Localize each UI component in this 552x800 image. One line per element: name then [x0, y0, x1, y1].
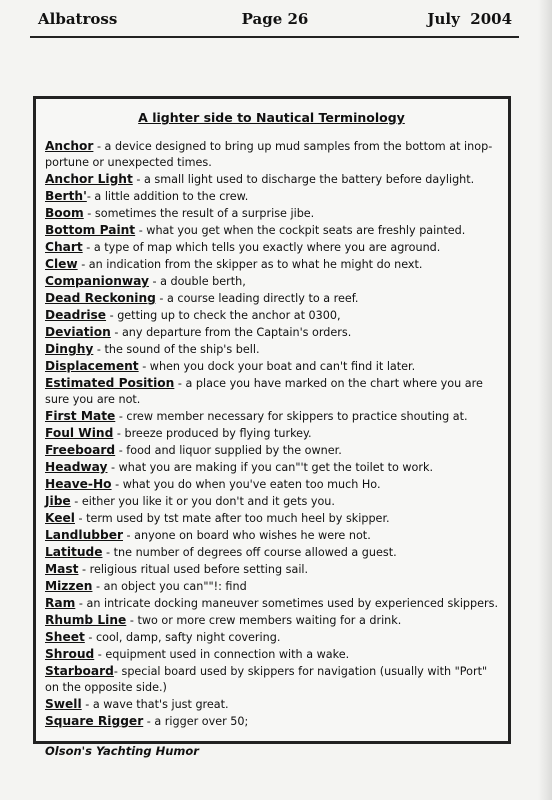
glossary-term: Shroud [45, 647, 95, 661]
glossary-term: Dinghy [45, 342, 94, 356]
glossary-definition: - a small light used to discharge the battery before daylight. [132, 173, 475, 186]
glossary-entry [45, 544, 498, 561]
glossary-definition: - a type of map which tells you exactly where you are aground. [82, 241, 441, 254]
glossary-entry [45, 527, 498, 544]
article-credit: Olson's Yachting Humor [45, 744, 199, 758]
glossary-term: Ram [45, 596, 76, 610]
glossary-definition: - either you like it or you don't and it gets you. [70, 495, 335, 508]
glossary-term: Bottom Paint [45, 223, 136, 237]
glossary-term: Clew [45, 257, 78, 271]
glossary-term: First Mate [45, 409, 116, 423]
header-divider [30, 36, 519, 38]
glossary-entry [45, 138, 498, 171]
glossary-entry [45, 222, 498, 239]
glossary-entry [45, 425, 498, 442]
glossary-entry [45, 290, 498, 307]
glossary-entry [45, 510, 498, 527]
glossary-definition: - sometimes the result of a surprise jibe. [83, 207, 315, 220]
glossary-definition: - an indication from the skipper as to what he might do next. [77, 258, 423, 271]
glossary-definition: - a course leading directly to a reef. [155, 292, 359, 305]
glossary-entry [45, 239, 498, 256]
glossary-term: Displacement [45, 359, 139, 373]
glossary-definition: - anyone on board who wishes he were not. [122, 529, 371, 542]
glossary-definition: - when you dock your boat and can't find it later. [138, 360, 416, 373]
page-number: Page 26 [241, 10, 309, 28]
glossary-term: Landlubber [45, 528, 123, 542]
glossary-term: Starboard [45, 664, 114, 678]
glossary-term: Headway [45, 460, 108, 474]
glossary-definition: - breeze produced by flying turkey. [113, 427, 312, 440]
glossary-definition: - a rigger over 50; [143, 715, 249, 728]
glossary-term: Mast [45, 562, 79, 576]
glossary-entry [45, 459, 498, 476]
glossary-definition: - a wave that's just great. [81, 698, 229, 711]
page-header [38, 10, 512, 32]
glossary-definition: - tne number of degrees off course allowed a guest. [102, 546, 397, 559]
glossary-term: Boom [45, 206, 84, 220]
glossary-term: Foul Wind [45, 426, 114, 440]
glossary-definition: - food and liquor supplied by the owner. [115, 444, 342, 457]
glossary-entry [45, 595, 498, 612]
glossary-definition: - two or more crew members waiting for a drink. [126, 614, 402, 627]
issue-date: July 2004 [427, 10, 512, 28]
glossary-entry [45, 273, 498, 290]
glossary-term: Latitude [45, 545, 103, 559]
glossary-definition: - an intricate docking maneuver sometimes used by experienced skippers. [75, 597, 499, 610]
glossary-definition: - getting up to check the anchor at 0300, [106, 309, 341, 322]
glossary-definition: - religious ritual used before setting sail. [78, 563, 309, 576]
glossary-term: Anchor [45, 139, 94, 153]
glossary-term: Keel [45, 511, 75, 525]
glossary-definition: - an object you can""!: find [92, 580, 247, 593]
glossary-entry [45, 341, 498, 358]
glossary-term: Anchor Light [45, 172, 133, 186]
glossary-term: Freeboard [45, 443, 116, 457]
article-box [33, 96, 511, 758]
glossary-definition: - what you are making if you can"'t get the toilet to work. [107, 461, 434, 474]
glossary-term: Sheet [45, 630, 85, 644]
glossary-definition: - cool, damp, safty night covering. [84, 631, 281, 644]
glossary-entry [45, 375, 498, 408]
glossary-entry [45, 561, 498, 578]
glossary-entry [45, 358, 498, 375]
glossary-term: Estimated Position [45, 376, 175, 390]
glossary-entry [45, 476, 498, 493]
glossary-entry [45, 188, 498, 205]
glossary-entry [45, 578, 498, 595]
glossary-entry [45, 612, 498, 629]
glossary-definition: - equipment used in connection with a wake. [94, 648, 350, 661]
glossary-entry [45, 307, 498, 324]
glossary-definition: - the sound of the ship's bell. [93, 343, 260, 356]
glossary-entry [45, 663, 498, 696]
glossary-term: Swell [45, 697, 82, 711]
glossary-definition: - any departure from the Captain's orders. [110, 326, 352, 339]
glossary-entry [45, 646, 498, 663]
glossary-definition: - a device designed to bring up mud samples from the bottom at inop-portune or unexpected times. [45, 140, 493, 169]
glossary-term: Berth' [45, 189, 87, 203]
glossary-term: Companionway [45, 274, 149, 288]
publication-name: Albatross [38, 10, 118, 28]
glossary-entry [45, 442, 498, 459]
glossary-entry [45, 408, 498, 425]
glossary-definition: - what you get when the cockpit seats are freshly painted. [135, 224, 466, 237]
glossary-entry [45, 324, 498, 341]
glossary-term: Chart [45, 240, 83, 254]
glossary-definition: - crew member necessary for skippers to practice shouting at. [115, 410, 468, 423]
glossary-entry [45, 205, 498, 222]
glossary-entry [45, 493, 498, 510]
glossary-term: Mizzen [45, 579, 93, 593]
glossary-term: Square Rigger [45, 714, 144, 728]
glossary-term: Deviation [45, 325, 111, 339]
glossary-term: Heave-Ho [45, 477, 112, 491]
glossary-entry [45, 171, 498, 188]
page-edge-shadow [538, 0, 552, 800]
glossary-term: Deadrise [45, 308, 107, 322]
glossary-entry [45, 696, 498, 713]
glossary-entry [45, 713, 498, 730]
glossary-entry [45, 256, 498, 273]
glossary-term: Rhumb Line [45, 613, 127, 627]
glossary-definition: - special board used by skippers for navigation (usually with "Port" on the opposite side.) [45, 665, 488, 694]
glossary-list [45, 138, 498, 730]
glossary-definition: - a double berth, [148, 275, 246, 288]
glossary-definition: - term used by tst mate after too much heel by skipper. [74, 512, 390, 525]
glossary-term: Dead Reckoning [45, 291, 156, 305]
article-title: A lighter side to Nautical Terminology [138, 110, 405, 125]
glossary-definition: - a place you have marked on the chart where you are sure you are not. [45, 377, 483, 406]
glossary-definition: - what you do when you've eaten too much Ho. [111, 478, 381, 491]
glossary-term: Jibe [45, 494, 71, 508]
glossary-definition: - a little addition to the crew. [86, 190, 249, 203]
glossary-entry [45, 629, 498, 646]
